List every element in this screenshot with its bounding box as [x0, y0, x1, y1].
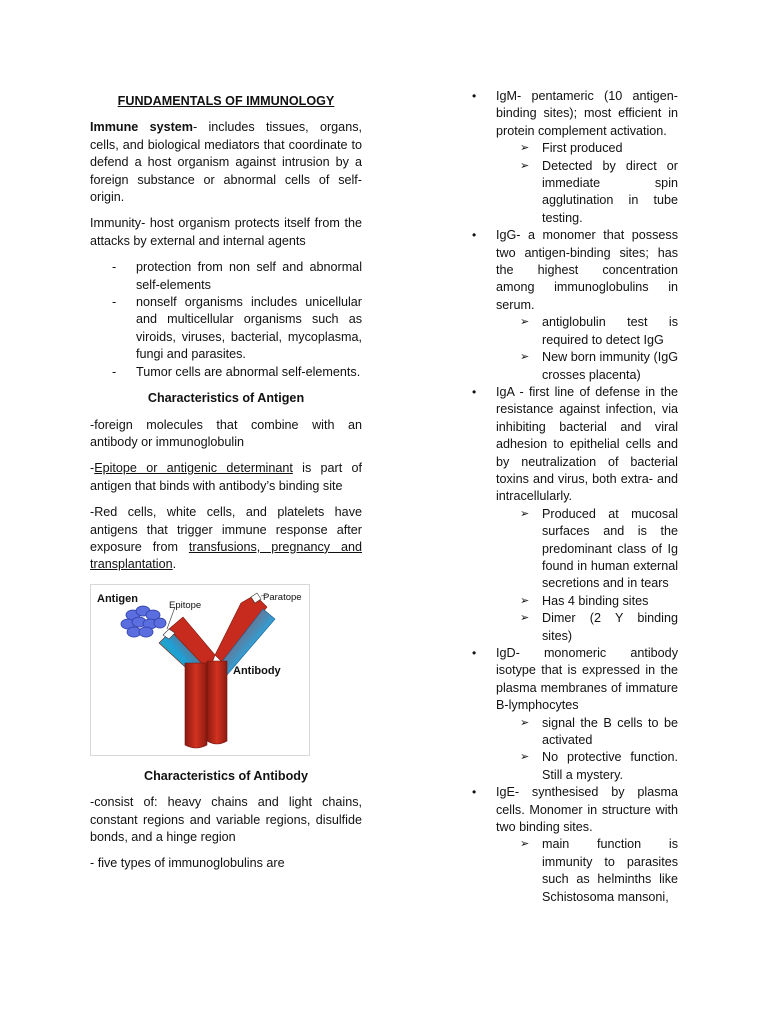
bullet-marker: • [472, 384, 477, 399]
immune-system-definition: - includes tissues, organs, cells, and biological mediators that coordinate to defend a host organism against intrusion by a foreign substance or abnormal cells of self-origin. [90, 120, 362, 205]
list-item: ➢ Dimer (2 Y binding sites) [520, 611, 678, 643]
left-column [90, 88, 362, 882]
arrow-bullet-icon: ➢ [520, 351, 530, 364]
bullet-marker: • [472, 89, 477, 103]
list-item: ➢ Has 4 binding sites [496, 593, 678, 610]
epitope-term: Epitope or antigenic determinant [94, 461, 293, 476]
antigen-heading: Characteristics of Antigen [147, 391, 305, 406]
list-item: ➢ Detected by direct or immediate spin agglutination in tube testing. [520, 158, 678, 225]
arrow-bullet-icon: ➢ [520, 594, 530, 607]
list-item: - nonself organisms includes unicellular and multicellular organisms such as viroids, viruses, bacterial, mycoplasma, fungi and parasites. [112, 295, 362, 362]
dash-marker: - [112, 364, 117, 379]
list-item: ➢ signal the B cells to be activated [520, 715, 678, 748]
document-title: FUNDAMENTALS OF IMMUNOLOGY [117, 94, 335, 108]
antibody-paragraph-2: - five types of immunoglobulins are [90, 856, 285, 871]
immune-system-term: Immune system [90, 120, 193, 135]
arrow-bullet-icon: ➢ [520, 142, 530, 155]
arrow-bullet-icon: ➢ [520, 716, 530, 729]
antibody-label: Antibody [233, 664, 281, 677]
list-item: ➢ Produced at mucosal surfaces and is the predominant class of Ig found in human external secretions and in tears [520, 506, 678, 591]
immune-system-paragraph [90, 119, 362, 206]
ige-sublist [496, 836, 678, 906]
dash-marker: - [112, 295, 117, 310]
arrow-bullet-icon: ➢ [520, 507, 530, 520]
iga-sublist [496, 506, 678, 645]
bullet-marker: • [472, 646, 477, 660]
list-item: ➢ First produced [496, 140, 678, 157]
list-item: ➢ No protective function. Still a mystery. [520, 750, 678, 782]
list-item-ige: • IgE- synthesised by plasma cells. Monomer in structure with two binding sites. ➢ main function is immunity to parasites such as helminths like Schistosoma mansoni, [472, 784, 678, 906]
list-item-igg: • IgG- a monomer that possess two antigen-binding sites; has the highest concentration among immunoglobulins in serum. ➢ antiglobulin test is required to detect IgG ➢ New born immunity (IgG crosses placenta) [472, 227, 678, 384]
arrow-bullet-icon: ➢ [520, 751, 530, 764]
epitope-label: Epitope [169, 599, 202, 611]
igm-sublist [496, 140, 678, 227]
antigen-paragraph-1: -foreign molecules that combine with an antibody or immunoglobulin [90, 417, 362, 449]
paratope-label: Paratope [263, 591, 302, 603]
antigen-cluster-icon [121, 606, 166, 637]
list-item: - protection from non self and abnormal self-elements [112, 260, 362, 292]
antigen-antibody-figure [90, 584, 310, 756]
arrow-bullet-icon: ➢ [520, 159, 530, 172]
arrow-bullet-icon: ➢ [520, 838, 530, 851]
list-item: ➢ New born immunity (IgG crosses placenta) [520, 350, 678, 382]
igg-sublist [496, 314, 678, 384]
bullet-marker: • [472, 228, 477, 243]
igd-sublist [496, 715, 678, 785]
arrow-bullet-icon: ➢ [520, 612, 530, 625]
list-item: ➢ main function is immunity to parasites such as helminths like Schistosoma mansoni, [520, 837, 678, 904]
list-item-igm: • IgM- pentameric (10 antigen-binding sites); most efficient in protein complement activation. ➢ First produced ➢ Detected by direct or immediate spin agglutination in tube testing. [472, 88, 678, 227]
antibody-heading: Characteristics of Antibody [144, 768, 308, 783]
list-item: ➢ antiglobulin test is required to detect IgG [520, 315, 678, 347]
antibody-paragraph-1: -consist of: heavy chains and light chains, constant regions and variable regions, disulfide bonds, and a hinge region [90, 795, 362, 844]
antigen-paragraph-3: -Red cells, white cells, and platelets have antigens that trigger immune response after exposure from transfusions, pregnancy and transplantation. [90, 505, 362, 572]
arrow-bullet-icon: ➢ [520, 316, 530, 329]
right-column [472, 88, 678, 906]
dash-marker: - [112, 260, 117, 275]
list-item-iga: • IgA - first line of defense in the resistance against infection, via inhibiting bacterial and viral adhesion to epithelial cells and by neutralization of bacterial toxins and virus, both extra- and intracellularly. ➢ Produced at mucosal surfaces and is the predominant class of Ig found in human external secretions and in tears ➢ Has 4 binding sites ➢ Dimer (2 Y binding sites) [472, 384, 678, 645]
immunity-paragraph: Immunity- host organism protects itself from the attacks by external and internal agents [90, 216, 362, 248]
antigen-label: Antigen [97, 592, 138, 605]
list-item-igd: • IgD- monomeric antibody isotype that is expressed in the plasma membranes of immature B-lymphocytes ➢ signal the B cells to be activated ➢ No protective function. Still a mystery. [472, 645, 678, 784]
exposure-term: transfusions, pregnancy and transplantation [90, 539, 362, 572]
immunity-list [90, 259, 362, 381]
bullet-marker: • [472, 785, 477, 800]
list-item: - Tumor cells are abnormal self-elements. [90, 364, 362, 381]
antigen-paragraph-2: -Epitope or antigenic determinant is part of antigen that binds with antibody’s binding site [90, 461, 363, 493]
immunoglobulin-list [472, 88, 678, 906]
